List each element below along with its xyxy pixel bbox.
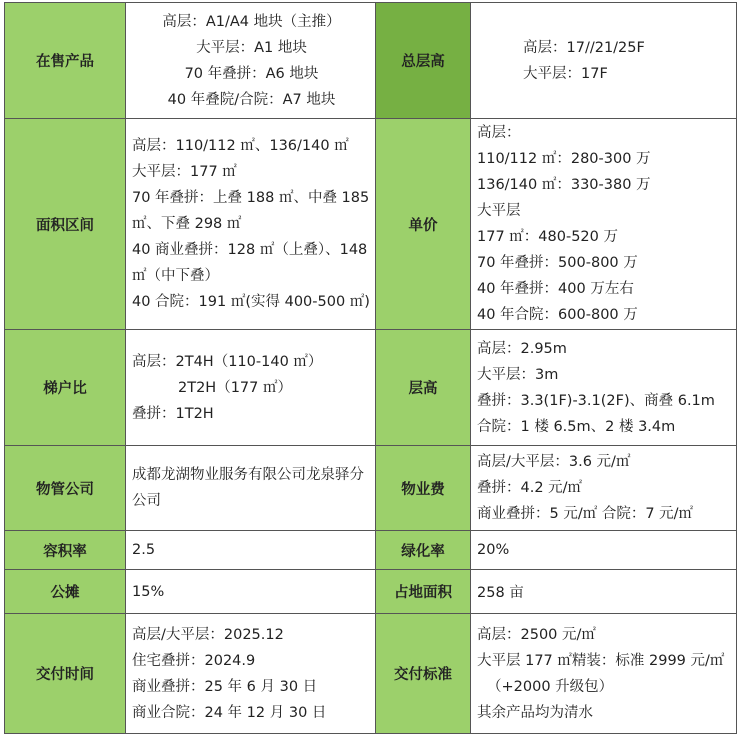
text-line: 2T2H（177 ㎡） [178,379,292,396]
text-line: 大平层 [477,203,521,219]
text-line: （+2000 升级包） [487,678,614,695]
delivery-standard-label: 交付标准 [376,614,471,734]
total-floors-value [471,3,737,119]
text-line: 大平层：17F [523,65,608,82]
elevator-ratio-label: 梯户比 [5,330,126,446]
text-line: 40 年叠拼：400 万左右 [477,281,634,297]
delivery-standard-value [471,614,737,734]
area-range-value [126,119,376,330]
project-info-table [4,2,737,734]
text-line: 成都龙湖物业服务有限公司龙泉驿分公司 [132,467,364,509]
plot-ratio-label: 容积率 [5,531,126,570]
table-row [5,446,737,531]
green-ratio-value: 20% [471,531,737,570]
shared-area-label: 公摊 [5,570,126,614]
property-fee-value [471,446,737,531]
text-line: 高层/大平层：2025.12 [132,626,284,643]
text-line: 大平层：A1 地块 [196,39,307,56]
text-line: 高层：110/112 ㎡、136/140 ㎡ [132,138,349,154]
text-line: 高层：2.95m [477,340,567,357]
table-row [5,119,737,330]
total-floors-label: 总层高 [376,3,471,119]
text-line: 70 年叠拼：500-800 万 [477,255,638,271]
text-line: 高层：A1/A4 地块（主推） [162,13,341,30]
table-row [5,570,737,614]
property-fee-label: 物业费 [376,446,471,531]
delivery-time-value [126,614,376,734]
land-area-value: 258 亩 [471,570,737,614]
text-line: 70 年叠拼：上叠 188 ㎡、中叠 185 ㎡、下叠 298 ㎡ [132,190,370,232]
elevator-ratio-value [126,330,376,446]
unit-price-label: 单价 [376,119,471,330]
property-company-label: 物管公司 [5,446,126,531]
floor-height-label: 层高 [376,330,471,446]
text-line: 高层：17//21/25F [523,39,645,56]
unit-price-value [471,119,737,330]
text-line: 住宅叠拼：2024.9 [132,652,256,669]
text-line: 70 年叠拼：A6 地块 [184,65,319,82]
text-line: 商业叠拼：25 年 6 月 30 日 [132,678,318,695]
text-line: 叠拼：4.2 元/㎡ [477,480,583,496]
text-line: 合院：1 楼 6.5m、2 楼 3.4m [477,418,676,435]
land-area-label: 占地面积 [376,570,471,614]
on-sale-products-label: 在售产品 [5,3,126,119]
green-ratio-label: 绿化率 [376,531,471,570]
text-line: 110/112 ㎡：280-300 万 [477,151,651,167]
text-line: 136/140 ㎡：330-380 万 [477,177,651,193]
text-line: 40 商业叠拼：128 ㎡（上叠）、148 ㎡（中下叠） [132,242,368,284]
property-company-value [126,446,376,531]
text-line: 大平层：3m [477,366,559,383]
table-row [5,330,737,446]
text-line: 其余产品均为清水 [477,704,593,721]
text-line: 商业合院：24 年 12 月 30 日 [132,704,327,721]
text-line: 叠拼：1T2H [132,405,214,422]
text-line: 叠拼：3.3(1F)-3.1(2F)、商叠 6.1m [477,392,715,409]
text-line: 大平层：177 ㎡ [132,164,237,180]
text-line: 40 年合院：600-800 万 [477,307,638,323]
area-range-label: 面积区间 [5,119,126,330]
plot-ratio-value: 2.5 [126,531,376,570]
text-line: 40 合院：191 ㎡(实得 400-500 ㎡) [132,294,370,310]
text-line: 高层：2T4H（110-140 ㎡） [132,353,323,370]
text-line: 高层： [477,125,521,141]
text-line: 商业叠拼：5 元/㎡ 合院：7 元/㎡ [477,506,694,522]
shared-area-value: 15% [126,570,376,614]
table-row [5,531,737,570]
text-line: 40 年叠院/合院：A7 地块 [167,91,336,108]
table-row [5,3,737,119]
delivery-time-label: 交付时间 [5,614,126,734]
text-line: 大平层 177 ㎡精装：标准 2999 元/㎡ [477,652,725,669]
text-line: 177 ㎡：480-520 万 [477,229,618,245]
floor-height-value [471,330,737,446]
table-row [5,614,737,734]
on-sale-products-value [126,3,376,119]
text-line: 高层/大平层：3.6 元/㎡ [477,454,631,470]
text-line: 高层：2500 元/㎡ [477,626,596,643]
